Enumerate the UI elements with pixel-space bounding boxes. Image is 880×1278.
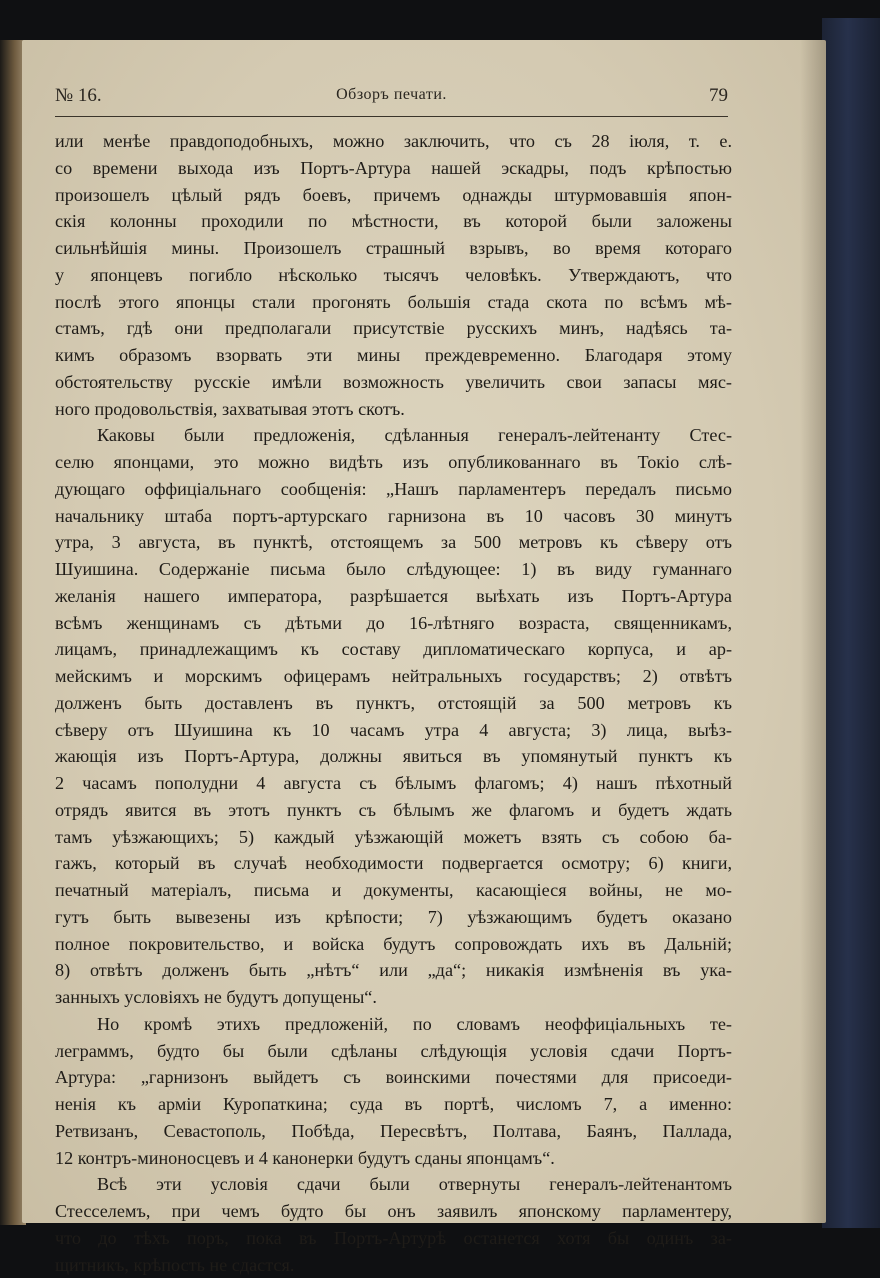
page-edge-shadow <box>800 40 826 1223</box>
text-line: послѣ этого японцы стали прогонять большія стада скота по всѣмъ мѣ- <box>55 289 732 316</box>
running-header <box>55 81 728 109</box>
text-line: гажъ, который въ случаѣ необходимости подвергается осмотру; 6) книги, <box>55 850 732 877</box>
text-line: гутъ быть вывезены изъ крѣпости; 7) уѣзжающимъ будетъ оказано <box>55 904 732 931</box>
text-line: Всѣ эти условія сдачи были отвернуты генералъ-лейтенантомъ <box>55 1171 732 1198</box>
header-rule <box>55 116 728 117</box>
text-line: Но кромѣ этихъ предложеній, по словамъ неоффиціальныхъ те- <box>55 1011 732 1038</box>
text-line: Стесселемъ, при чемъ будто бы онъ заявилъ японскому парламентеру, <box>55 1198 732 1225</box>
text-line: 12 контръ-миноносцевъ и 4 канонерки будутъ сданы японцамъ“. <box>55 1145 732 1172</box>
text-line: Артура: „гарнизонъ выйдетъ съ воинскими почестями для присоеди- <box>55 1064 732 1091</box>
text-line: отрядъ явится въ этотъ пунктъ съ бѣлымъ же флагомъ и будетъ ждать <box>55 797 732 824</box>
text-line: желанія нашего императора, разрѣшается выѣхать изъ Портъ-Артура <box>55 583 732 610</box>
text-line: стамъ, гдѣ они предполагали присутствіе русскихъ минъ, надѣясь та- <box>55 315 732 342</box>
text-line: со времени выхода изъ Портъ-Артура нашей эскадры, подъ крѣпостью <box>55 155 732 182</box>
text-line: полное покровительство, и войска будутъ сопровождать ихъ въ Дальній; <box>55 931 732 958</box>
text-line: сильнѣйшія мины. Произошелъ страшный взрывъ, во время котораго <box>55 235 732 262</box>
page-number: 79 <box>709 85 728 107</box>
section-title: Обзоръ печати. <box>55 86 728 104</box>
text-line: сѣверу отъ Шуишина къ 10 часамъ утра 4 августа; 3) лица, выѣз- <box>55 717 732 744</box>
issue-number: № 16. <box>55 85 102 107</box>
text-line: 8) отвѣтъ долженъ быть „нѣтъ“ или „да“; никакія измѣненія въ ука- <box>55 957 732 984</box>
text-line: произошелъ цѣлый рядъ боевъ, причемъ однажды штурмовавшія япон- <box>55 182 732 209</box>
text-line: тамъ уѣзжающихъ; 5) каждый уѣзжающій можетъ взять съ собою ба- <box>55 824 732 851</box>
text-line: или менѣе правдоподобныхъ, можно заключить, что съ 28 іюля, т. е. <box>55 128 732 155</box>
text-line: что до тѣхъ поръ, пока въ Портъ-Артурѣ останется хотя бы одинъ за- <box>55 1225 732 1252</box>
text-line: занныхъ условіяхъ не будутъ допущены“. <box>55 984 732 1011</box>
text-line: Ретвизанъ, Севастополь, Побѣда, Пересвѣтъ, Полтава, Баянъ, Паллада, <box>55 1118 732 1145</box>
text-line: дующаго оффиціальнаго сообщенія: „Нашъ парламентеръ передалъ письмо <box>55 476 732 503</box>
text-line: Шуишина. Содержаніе письма было слѣдующее: 1) въ виду гуманнаго <box>55 556 732 583</box>
book-cover-edge <box>822 18 880 1228</box>
text-line: мейскимъ и морскимъ офицерамъ нейтральныхъ государствъ; 2) отвѣтъ <box>55 663 732 690</box>
text-line: леграммъ, будто бы были сдѣланы слѣдующія условія сдачи Портъ- <box>55 1038 732 1065</box>
text-line: Каковы были предложенія, сдѣланныя генералъ-лейтенанту Стес- <box>55 422 732 449</box>
text-line: щитникъ, крѣпость не сдастся. <box>55 1252 732 1278</box>
text-line: долженъ быть доставленъ въ пунктъ, отстоящій за 500 метровъ къ <box>55 690 732 717</box>
text-line: у японцевъ погибло нѣсколько тысячъ человѣкъ. Утверждаютъ, что <box>55 262 732 289</box>
text-line: ного продовольствія, захватывая этотъ скотъ. <box>55 396 732 423</box>
text-line: селю японцами, это можно видѣть изъ опубликованнаго въ Токіо слѣ- <box>55 449 732 476</box>
text-line: кимъ образомъ взорвать эти мины преждевременно. Благодаря этому <box>55 342 732 369</box>
text-line: жающія изъ Портъ-Артура, должны явиться въ упомянутый пунктъ къ <box>55 743 732 770</box>
text-line: начальнику штаба портъ-артурскаго гарнизона въ 10 часовъ 30 минутъ <box>55 503 732 530</box>
text-line: обстоятельству русскіе имѣли возможность увеличить свои запасы мяс- <box>55 369 732 396</box>
text-line: утра, 3 августа, въ пунктѣ, отстоящемъ за 500 метровъ къ сѣверу отъ <box>55 529 732 556</box>
text-line: лицамъ, принадлежащимъ къ составу дипломатическаго корпуса, и ар- <box>55 636 732 663</box>
body-text <box>55 128 732 1278</box>
text-line: всѣмъ женщинамъ съ дѣтьми до 16-лѣтняго возраста, священникамъ, <box>55 610 732 637</box>
text-line: скія колонны проходили по мѣстности, въ которой были заложены <box>55 208 732 235</box>
page-sheet <box>22 40 826 1223</box>
text-line: печатный матеріалъ, письма и документы, касающіеся войны, не мо- <box>55 877 732 904</box>
text-line: 2 часамъ пополудни 4 августа съ бѣлымъ флагомъ; 4) нашъ пѣхотный <box>55 770 732 797</box>
text-line: ненія къ арміи Куропаткина; суда въ портѣ, числомъ 7, а именно: <box>55 1091 732 1118</box>
